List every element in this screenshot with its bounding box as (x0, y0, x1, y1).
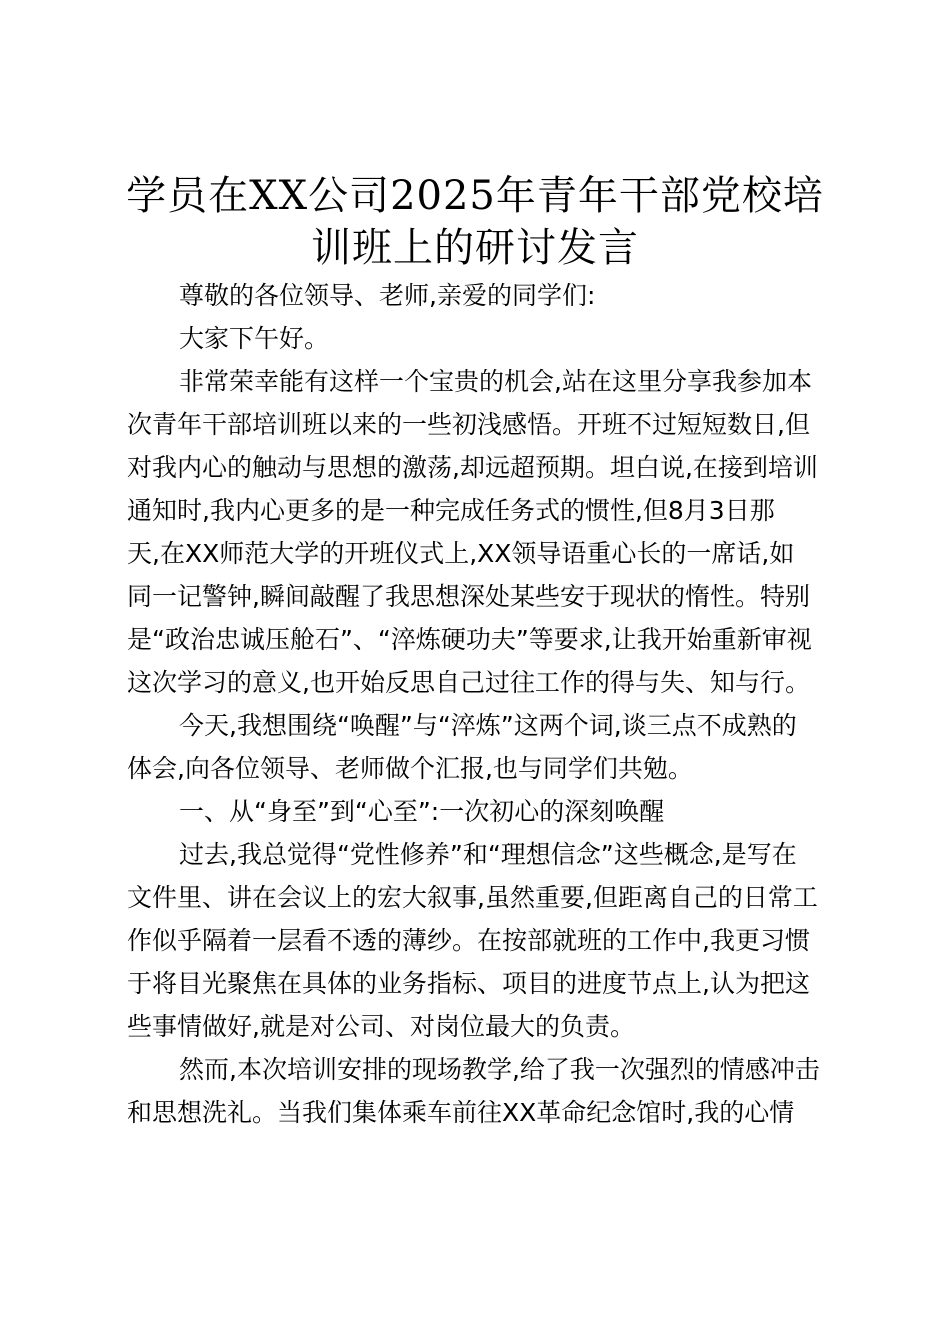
paragraph-line: 和思想洗礼。当我们集体乘车前往XX革命纪念馆时,我的心情 (127, 1098, 795, 1127)
greeting: 大家下午好。 (179, 324, 330, 353)
paragraph-line: 同一记警钟,瞬间敲醒了我思想深处某些安于现状的惰性。特别 (127, 582, 810, 611)
salutation: 尊敬的各位领导、老师,亲爱的同学们: (179, 281, 596, 310)
paragraph-line: 次青年干部培训班以来的一些初浅感悟。开班不过短短数日,但 (127, 410, 810, 439)
document-body (127, 274, 837, 1134)
title-line-2: 训班上的研讨发言 (311, 225, 639, 271)
paragraph-line: 通知时,我内心更多的是一种完成任务式的惯性,但8月3日那 (127, 496, 775, 525)
paragraph-line: 是“政治忠诚压舱石”、“淬炼硬功夫”等要求,让我开始重新审视 (127, 625, 812, 654)
paragraph-line: 于将目光聚焦在具体的业务指标、项目的进度节点上,认为把这 (127, 969, 810, 998)
section-heading-1: 一、从“身至”到“心至”:一次初心的深刻唤醒 (179, 797, 665, 826)
paragraph-line: 然而,本次培训安排的现场教学,给了我一次强烈的情感冲击 (179, 1055, 820, 1084)
paragraph-line: 今天,我想围绕“唤醒”与“淬炼”这两个词,谈三点不成熟的 (179, 711, 797, 740)
paragraph-line: 过去,我总觉得“党性修养”和“理想信念”这些概念,是写在 (179, 840, 797, 869)
paragraph-2 (127, 704, 837, 790)
paragraph-line: 体会,向各位领导、老师做个汇报,也与同学们共勉。 (127, 754, 693, 783)
paragraph-line: 对我内心的触动与思想的激荡,却远超预期。坦白说,在接到培训 (127, 453, 818, 482)
paragraph-line: 这次学习的意义,也开始反思自己过往工作的得与失、知与行。 (127, 668, 810, 697)
paragraph-4 (127, 1048, 837, 1134)
paragraph-line: 天,在XX师范大学的开班仪式上,XX领导语重心长的一席话,如 (127, 539, 795, 568)
paragraph-line: 些事情做好,就是对公司、对岗位最大的负责。 (127, 1012, 635, 1041)
paragraph-line: 文件里、讲在会议上的宏大叙事,虽然重要,但距离自己的日常工 (127, 883, 818, 912)
title-line-1: 学员在XX公司2025年青年干部党校培 (126, 173, 824, 219)
paragraph-line: 作似乎隔着一层看不透的薄纱。在按部就班的工作中,我更习惯 (127, 926, 810, 955)
paragraph-3 (127, 833, 837, 1048)
paragraph-line: 非常荣幸能有这样一个宝贵的机会,站在这里分享我参加本 (179, 367, 812, 396)
paragraph-1 (127, 360, 837, 704)
document-title (100, 170, 850, 274)
